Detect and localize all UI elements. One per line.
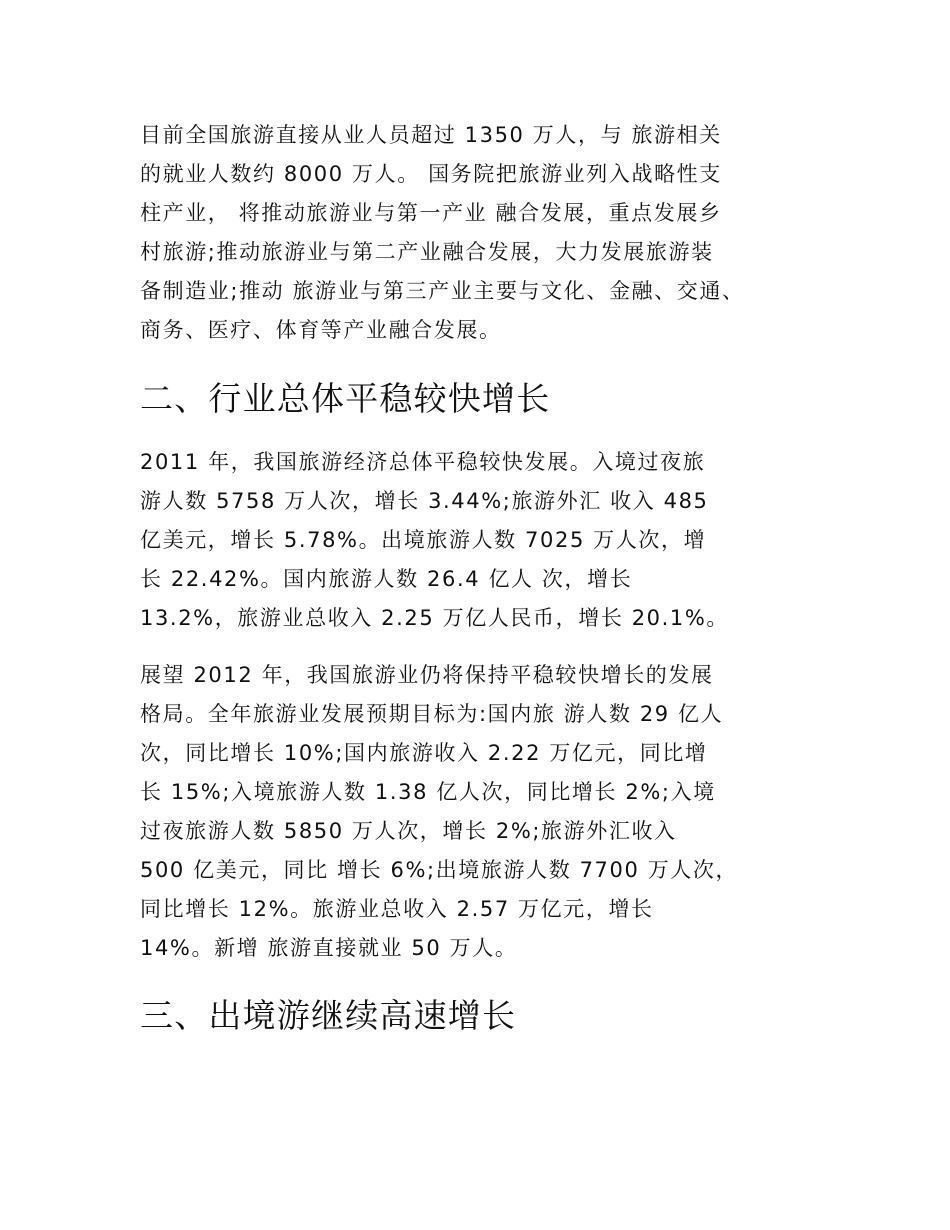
paragraph-line: 次，同比增长 10%;国内旅游收入 2.22 万亿元，同比增 xyxy=(140,741,708,765)
section-heading-3: 三、出境游继续高速增长 xyxy=(140,996,517,1035)
section-heading-2: 二、行业总体平稳较快增长 xyxy=(140,379,551,418)
paragraph-line: 14%。新增 旅游直接就业 50 万人。 xyxy=(140,936,518,960)
paragraph-line: 过夜旅游人数 5850 万人次，增长 2%;旅游外汇收入 xyxy=(140,819,677,843)
paragraph-line: 商务、医疗、体育等产业融合发展。 xyxy=(140,318,502,342)
paragraph-line: 柱产业， 将推动旅游业与第一产业 融合发展，重点发展乡 xyxy=(140,201,722,225)
paragraph-line: 格局。全年旅游业发展预期目标为:国内旅 游人数 29 亿人 xyxy=(140,702,724,726)
paragraph-line: 长 15%;入境旅游人数 1.38 亿人次，同比增长 2%;入境 xyxy=(140,780,716,804)
document-page xyxy=(140,0,840,1230)
paragraph-line: 亿美元，增长 5.78%。出境旅游人数 7025 万人次，增 xyxy=(140,528,707,552)
paragraph-line: 游人数 5758 万人次，增长 3.44%;旅游外汇 收入 485 xyxy=(140,489,709,513)
paragraph-line: 同比增长 12%。旅游业总收入 2.57 万亿元，增长 xyxy=(140,897,654,921)
paragraph-line: 村旅游;推动旅游业与第二产业融合发展，大力发展旅游装 xyxy=(140,240,714,264)
paragraph-line: 2011 年，我国旅游经济总体平稳较快发展。入境过夜旅 xyxy=(140,450,706,474)
paragraph-line: 展望 2012 年，我国旅游业仍将保持平稳较快增长的发展 xyxy=(140,663,714,687)
paragraph-line: 备制造业;推动 旅游业与第三产业主要与文化、金融、交通、 xyxy=(140,279,745,303)
paragraph-line: 13.2%，旅游业总收入 2.25 万亿人民币，增长 20.1%。 xyxy=(140,606,730,630)
paragraph-line: 目前全国旅游直接从业人员超过 1350 万人，与 旅游相关 xyxy=(140,123,722,147)
paragraph-line: 的就业人数约 8000 万人。 国务院把旅游业列入战略性支 xyxy=(140,162,722,186)
paragraph-line: 长 22.42%。国内旅游人数 26.4 亿人 次，增长 xyxy=(140,567,633,591)
paragraph-line: 500 亿美元，同比 增长 6%;出境旅游人数 7700 万人次， xyxy=(140,858,739,882)
